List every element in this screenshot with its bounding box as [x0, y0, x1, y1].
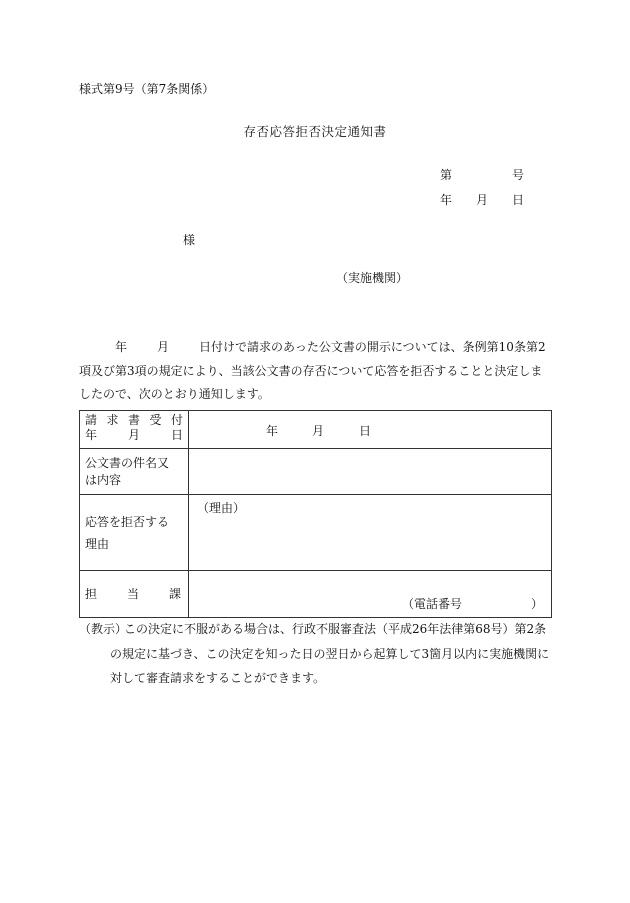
form-number: 様式第9号（第7条関係） — [79, 82, 215, 96]
agency-name: （実施機関） — [336, 271, 409, 285]
table-row-department — [80, 571, 552, 618]
doc-name-value — [189, 449, 552, 495]
reason-prefix: （理由） — [197, 501, 246, 515]
doc-number-suffix: 号 — [512, 168, 525, 182]
receipt-date-value — [189, 411, 552, 449]
refusal-label: 応答を拒否する理由 — [80, 495, 189, 571]
receipt-label-line2: 年 月 日 — [85, 428, 183, 442]
body-year: 年 — [115, 340, 128, 354]
department-label: 担 当 課 — [80, 571, 189, 618]
receipt-label-line1: 請 求 書 受 付 — [85, 413, 183, 427]
table-row-receipt — [80, 411, 552, 449]
table-row-refusal-reason — [80, 495, 552, 571]
addressee-suffix: 様 — [183, 233, 196, 247]
table-row-doc-name — [80, 449, 552, 495]
doc-date-month: 月 — [476, 193, 489, 207]
receipt-label — [80, 411, 189, 449]
doc-number-prefix: 第 — [440, 168, 453, 182]
receipt-day: 日 — [359, 424, 372, 438]
body-paragraph — [79, 336, 551, 407]
tel-number-label: （電話番号 — [402, 597, 463, 611]
body-text: 日付けで請求のあった公文書の開示については、条例第10条第2項及び第3項の規定により、当該公文書の存否について応答を拒否することと決定しましたので、次のとおり通知します。 — [79, 340, 546, 401]
document-title: 存否応答拒否決定通知書 — [243, 124, 387, 139]
receipt-month: 月 — [312, 424, 325, 438]
refusal-reason-value — [189, 495, 552, 571]
doc-date-day: 日 — [512, 193, 525, 207]
department-value — [189, 571, 552, 618]
receipt-year: 年 — [266, 424, 279, 438]
doc-date-year: 年 — [440, 193, 453, 207]
info-table — [79, 410, 552, 618]
instruction-label: （教示） — [79, 622, 128, 636]
instruction-text: この決定に不服がある場合は、行政不服審査法（平成26年法律第68号）第2条の規定に基づき、この決定を知った日の翌日から起算して3箇月以内に実施機関に対して審査請求をすることができます。 — [110, 622, 550, 685]
doc-name-label: 公文書の件名又は内容 — [80, 449, 189, 495]
body-month: 月 — [157, 340, 170, 354]
tel-number-close: ） — [530, 597, 543, 611]
